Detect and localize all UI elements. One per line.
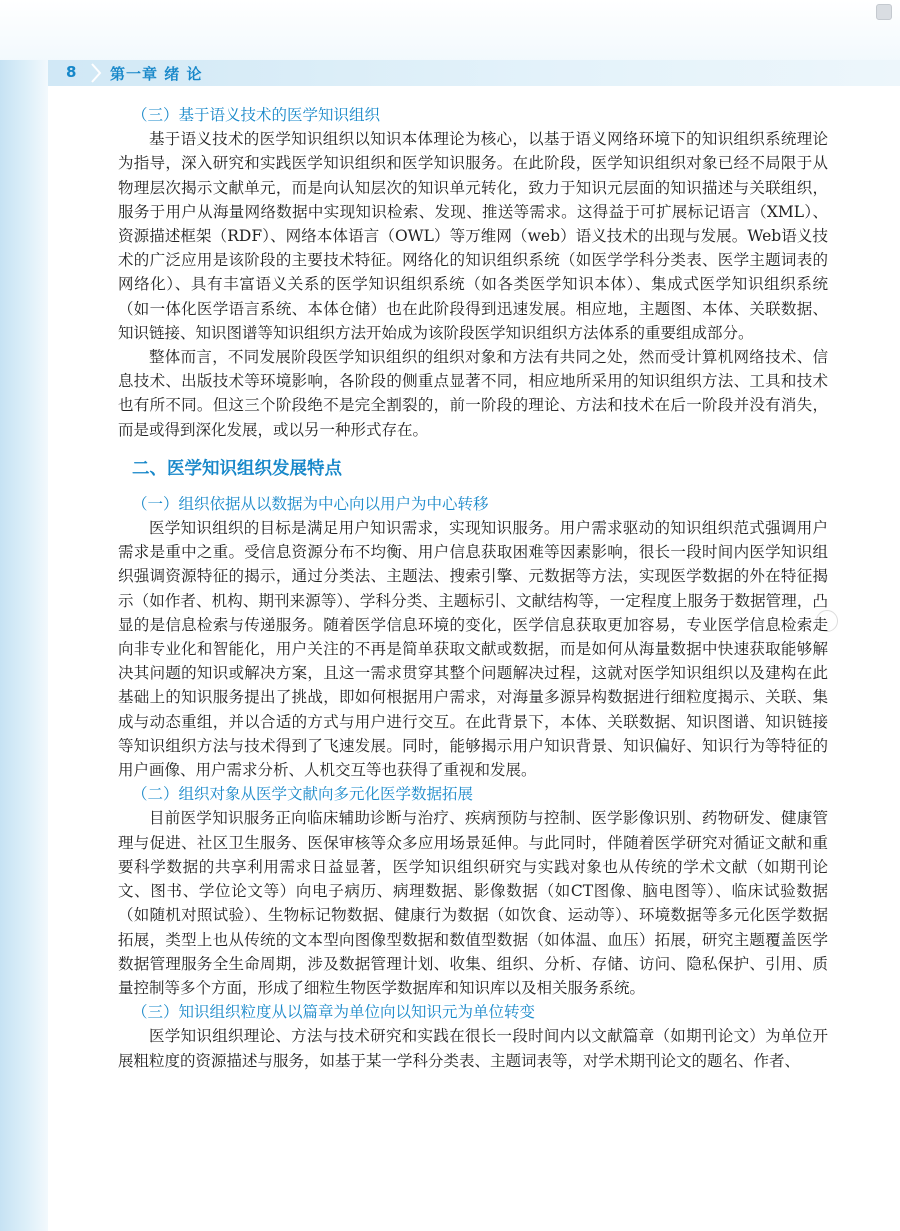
- paragraph: 医学知识组织理论、方法与技术研究和实践在很长一段时间内以文献篇章（如期刊论文）为单位开展粗粒度的资源描述与服务，如基于某一学科分类表、主题词表等，对学术期刊论文的题名、作者、: [118, 1027, 828, 1070]
- chapter-title: 第一章 绪 论: [110, 65, 203, 83]
- page-number: 8: [66, 63, 77, 81]
- section-heading: 二、医学知识组织发展特点: [132, 458, 342, 479]
- page-body: [118, 103, 828, 1073]
- paragraph: 医学知识组织的目标是满足用户知识需求，实现知识服务。用户需求驱动的知识组织范式强调用户需求是重中之重。受信息资源分布不均衡、用户信息获取困难等因素影响，很长一段时间内医学知识组织强调资源特征的揭示，通过分类法、主题法、搜索引擎、元数据等方法，实现医学数据的外在特征揭示（如作者、机构、期刊来源等）、学科分类、主题标引、文献结构等，一定程度上服务于数据管理，凸显的是信息检索与传递服务。随着医学信息环境的变化，医学信息获取更加容易，专业医学信息检索走向非专业化和智能化，用户关注的不再是简单获取文献或数据，而是如何从海量数据中快速获取能够解决其问题的知识或解决方案，且这一需求贯穿其整个问题解决过程，这就对医学知识组织以及建构在此基础上的知识服务提出了挑战，即如何根据用户需求，对海量多源异构数据进行细粒度揭示、关联、集成与动态重组，并以合适的方式与用户进行交互。在此背景下，本体、关联数据、知识图谱、知识链接等知识组织方法与技术得到了飞速发展。同时，能够揭示用户知识背景、知识偏好、知识行为等特征的用户画像、用户需求分析、人机交互等也获得了重视和发展。: [118, 519, 828, 780]
- subsection-heading: （三）基于语义技术的医学知识组织: [132, 106, 381, 124]
- left-decorative-bar: [0, 60, 48, 1231]
- header-chevron-icon: [90, 62, 102, 84]
- paragraph: 基于语义技术的医学知识组织以知识本体理论为核心，以基于语义网络环境下的知识组织系统理论为指导，深入研究和实践医学知识组织和医学知识服务。在此阶段，医学知识组织对象已经不局限于从物理层次揭示文献单元，而是向认知层次的知识单元转化，致力于知识元层面的知识描述与关联组织，服务于用户从海量网络数据中实现知识检索、发现、推送等需求。这得益于可扩展标记语言（XML）、资源描述框架（RDF）、网络本体语言（OWL）等万维网（web）语义技术的出现与发展。Web语义技术的广泛应用是该阶段的主要技术特征。网络化的知识组织系统（如医学学科分类表、医学主题词表的网络化）、具有丰富语义关系的医学知识组织系统（如各类医学知识本体）、集成式医学知识组织系统（如一体化医学语言系统、本体仓储）也在此阶段得到迅速发展。相应地，主题图、本体、关联数据、知识链接、知识图谱等知识组织方法开始成为该阶段医学知识组织方法体系的重要组成部分。: [118, 130, 828, 342]
- paragraph: 目前医学知识服务正向临床辅助诊断与治疗、疾病预防与控制、医学影像识别、药物研发、健康管理与促进、社区卫生服务、医保审核等众多应用场景延伸。与此同时，伴随着医学研究对循证文献和重要科学数据的共享利用需求日益显著，医学知识组织研究与实践对象也从传统的学术文献（如期刊论文、图书、学位论文等）向电子病历、病理数据、影像数据（如CT图像、脑电图等）、临床试验数据（如随机对照试验）、生物标记物数据、健康行为数据（如饮食、运动等）、环境数据等多元化医学数据拓展，类型上也从传统的文本型向图像型数据和数值型数据（如体温、血压）拓展，研究主题覆盖医学数据管理服务全生命周期，涉及数据管理计划、收集、组织、分析、存储、访问、隐私保护、引用、质量控制等多个方面，形成了细粒生物医学数据库和知识库以及相关服务系统。: [118, 809, 828, 997]
- paragraph: 整体而言，不同发展阶段医学知识组织的组织对象和方法有共同之处，然而受计算机网络技术、信息技术、出版技术等环境影响，各阶段的侧重点显著不同，相应地所采用的知识组织方法、工具和技术也有所不同。但这三个阶段绝不是完全割裂的，前一阶段的理论、方法和技术在后一阶段并没有消失，而是或得到深化发展，或以另一种形式存在。: [118, 348, 828, 439]
- subsection-heading: （三）知识组织粒度从以篇章为单位向以知识元为单位转变: [132, 1003, 536, 1022]
- subsection-heading: （二）组织对象从医学文献向多元化医学数据拓展: [132, 785, 474, 804]
- top-margin: [0, 0, 900, 62]
- corner-mark-icon: [876, 4, 892, 20]
- subsection-heading: （一）组织依据从以数据为中心向以用户为中心转移: [132, 494, 489, 513]
